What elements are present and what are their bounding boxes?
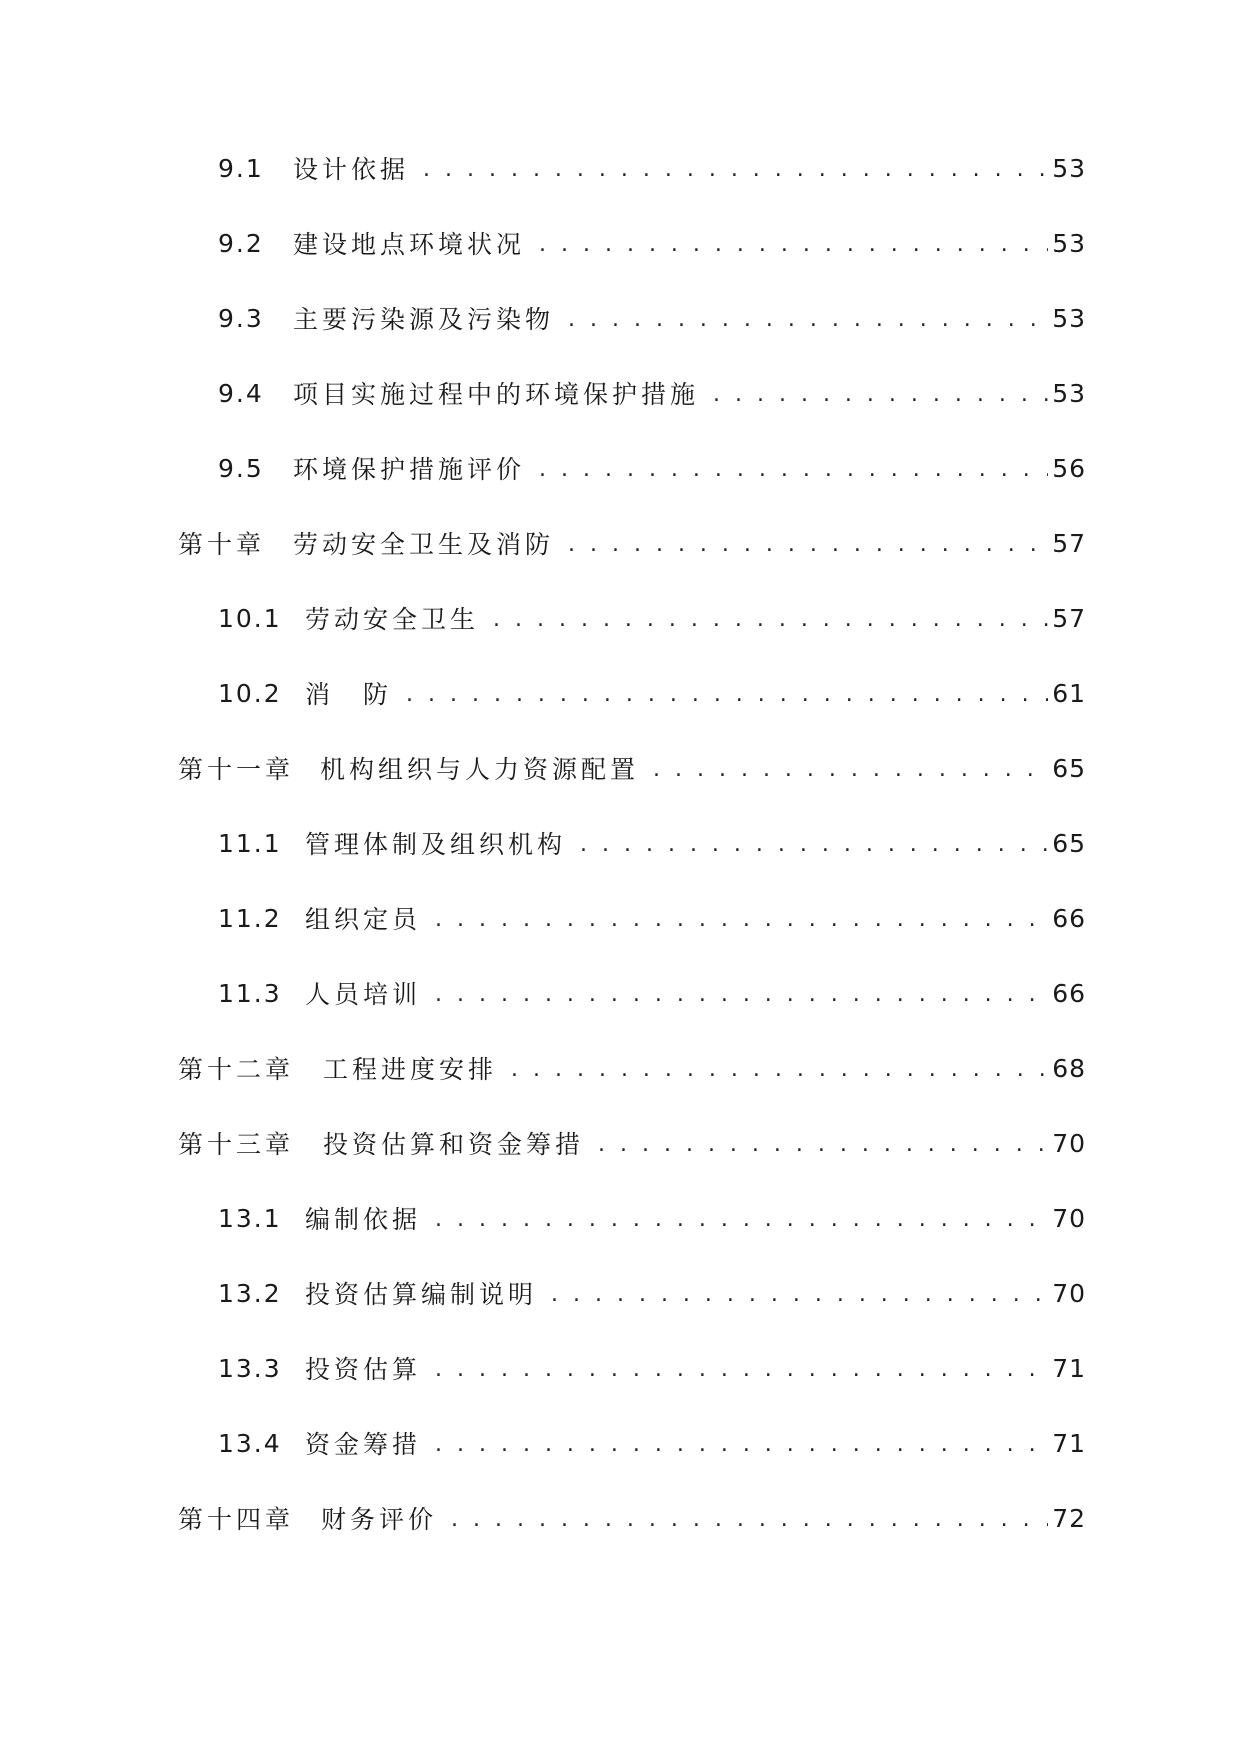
toc-entry-page: 57 (1052, 528, 1086, 558)
toc-entry-title: 投资估算 (305, 1355, 422, 1384)
toc-entry-title: 消 防 (305, 680, 393, 709)
dot-leader (423, 153, 1048, 183)
toc-entry-number: 第十三章 (178, 1130, 295, 1159)
dot-leader (568, 528, 1048, 558)
toc-entry-title: 管理体制及组织机构 (305, 830, 567, 859)
dot-leader (580, 828, 1048, 858)
toc-entry-page: 72 (1052, 1503, 1086, 1533)
toc-entry-10-2[interactable] (218, 673, 1086, 713)
toc-entry-page: 61 (1052, 678, 1086, 708)
toc-entry-title: 人员培训 (305, 980, 422, 1009)
toc-entry-number: 11.1 (218, 828, 282, 858)
dot-leader (568, 303, 1048, 333)
toc-entry-number: 第十二章 (178, 1055, 295, 1084)
toc-entry-title: 机构组织与人力资源配置 (320, 755, 640, 784)
dot-leader (435, 1428, 1048, 1458)
toc-entry-number: 9.5 (218, 453, 264, 483)
toc-entry-title: 投资估算编制说明 (305, 1280, 538, 1309)
toc-entry-page: 70 (1052, 1203, 1086, 1233)
toc-entry-title: 投资估算和资金筹措 (323, 1130, 585, 1159)
toc-entry-9-5[interactable] (218, 448, 1086, 488)
toc-entry-page: 70 (1052, 1128, 1086, 1158)
dot-leader (598, 1128, 1048, 1158)
toc-entry-page: 65 (1052, 753, 1086, 783)
toc-entry-title: 项目实施过程中的环境保护措施 (293, 380, 700, 409)
toc-entry-number: 第十章 (178, 530, 266, 559)
dot-leader (435, 1203, 1048, 1233)
dot-leader (511, 1053, 1048, 1083)
toc-entry-13-3[interactable] (218, 1348, 1086, 1388)
toc-entry-title: 劳动安全卫生及消防 (293, 530, 555, 559)
dot-leader (435, 1353, 1048, 1383)
dot-leader (435, 978, 1048, 1008)
toc-entry-9-1[interactable] (218, 148, 1086, 188)
toc-entry-page: 70 (1052, 1278, 1086, 1308)
toc-entry-number: 9.2 (218, 228, 264, 258)
toc-entry-chapter-11[interactable] (178, 748, 1086, 788)
toc-entry-title: 主要污染源及污染物 (293, 305, 555, 334)
toc-entry-11-2[interactable] (218, 898, 1086, 938)
toc-entry-chapter-14[interactable] (178, 1498, 1086, 1538)
toc-entry-page: 68 (1052, 1053, 1086, 1083)
toc-entry-number: 11.3 (218, 978, 282, 1008)
toc-entry-10-1[interactable] (218, 598, 1086, 638)
toc-entry-title: 环境保护措施评价 (293, 455, 526, 484)
toc-entry-13-2[interactable] (218, 1273, 1086, 1313)
toc-entry-page: 57 (1052, 603, 1086, 633)
toc-entry-title: 编制依据 (305, 1205, 422, 1234)
toc-entry-number: 13.1 (218, 1203, 282, 1233)
toc-entry-page: 53 (1052, 228, 1086, 258)
toc-entry-number: 13.2 (218, 1278, 282, 1308)
dot-leader (713, 378, 1048, 408)
toc-entry-chapter-13[interactable] (178, 1123, 1086, 1163)
toc-entry-page: 53 (1052, 378, 1086, 408)
toc-entry-page: 56 (1052, 453, 1086, 483)
toc-entry-chapter-10[interactable] (178, 523, 1086, 563)
toc-entry-page: 66 (1052, 978, 1086, 1008)
toc-entry-number: 11.2 (218, 903, 282, 933)
toc-entry-9-2[interactable] (218, 223, 1086, 263)
dot-leader (653, 753, 1048, 783)
toc-entry-number: 第十一章 (178, 755, 295, 784)
toc-entry-title: 组织定员 (305, 905, 422, 934)
toc-entry-page: 53 (1052, 153, 1086, 183)
toc-entry-title: 建设地点环境状况 (293, 230, 526, 259)
toc-entry-page: 71 (1052, 1428, 1086, 1458)
toc-entry-page: 71 (1052, 1353, 1086, 1383)
toc-entry-13-1[interactable] (218, 1198, 1086, 1238)
dot-leader (435, 903, 1048, 933)
toc-entry-number: 13.4 (218, 1428, 282, 1458)
dot-leader (539, 453, 1048, 483)
toc-entry-number: 10.2 (218, 678, 282, 708)
toc-entry-number: 13.3 (218, 1353, 282, 1383)
toc-entry-number: 9.1 (218, 153, 264, 183)
dot-leader (551, 1278, 1048, 1308)
toc-entry-number: 9.3 (218, 303, 264, 333)
dot-leader (406, 678, 1048, 708)
toc-entry-page: 53 (1052, 303, 1086, 333)
toc-entry-title: 资金筹措 (305, 1430, 422, 1459)
toc-entry-title: 劳动安全卫生 (305, 605, 480, 634)
toc-entry-13-4[interactable] (218, 1423, 1086, 1463)
toc-entry-11-1[interactable] (218, 823, 1086, 863)
toc-entry-11-3[interactable] (218, 973, 1086, 1013)
dot-leader (451, 1503, 1048, 1533)
toc-entry-number: 第十四章 (178, 1505, 295, 1534)
toc-entry-title: 财务评价 (321, 1505, 438, 1534)
toc-entry-page: 66 (1052, 903, 1086, 933)
toc-entry-number: 9.4 (218, 378, 264, 408)
toc-entry-page: 65 (1052, 828, 1086, 858)
toc-entry-9-3[interactable] (218, 298, 1086, 338)
dot-leader (539, 228, 1048, 258)
dot-leader (493, 603, 1048, 633)
toc-entry-title: 工程进度安排 (323, 1055, 498, 1084)
toc-entry-number: 10.1 (218, 603, 282, 633)
toc-entry-9-4[interactable] (218, 373, 1086, 413)
toc-entry-title: 设计依据 (293, 155, 410, 184)
toc-entry-chapter-12[interactable] (178, 1048, 1086, 1088)
